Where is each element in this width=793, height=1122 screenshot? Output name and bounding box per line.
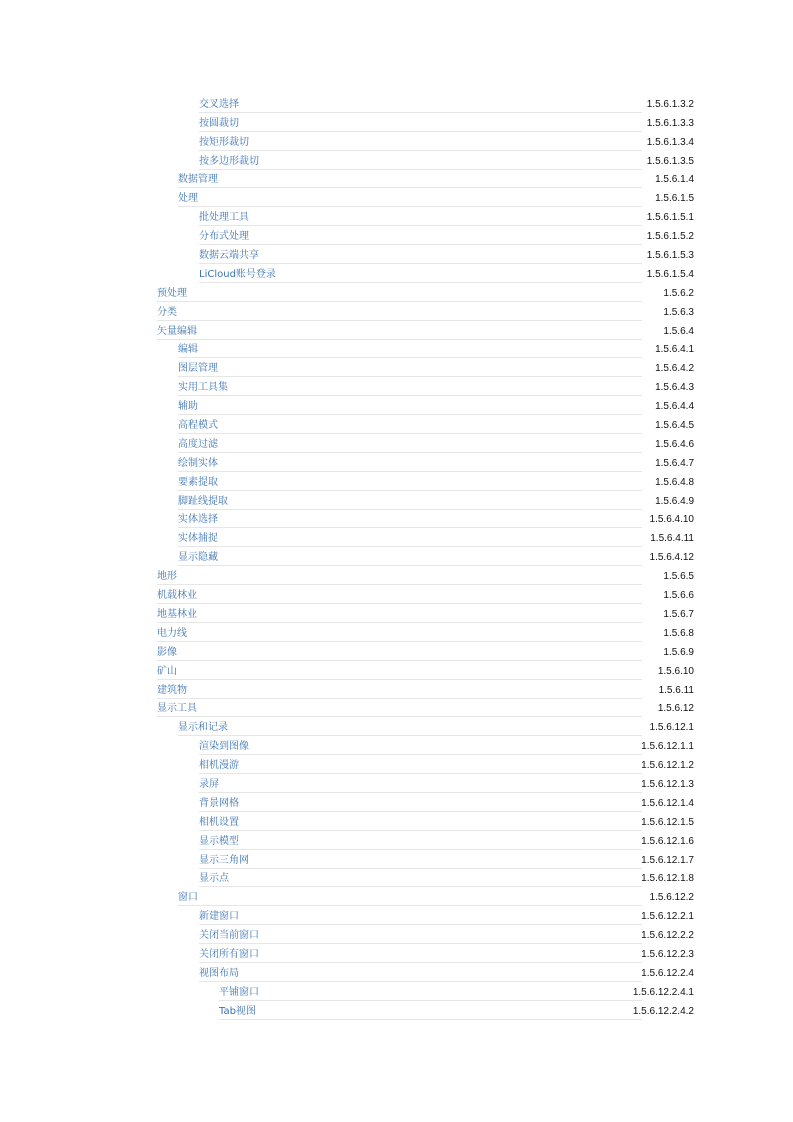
toc-entry-link[interactable]: 交叉选择	[199, 98, 239, 110]
toc-entry-number: 1.5.6.12.1.1	[641, 741, 694, 753]
toc-entry-number: 1.5.6.1.3.5	[646, 155, 694, 167]
toc-entry[interactable]	[157, 321, 694, 340]
toc-entry-link[interactable]: 要素提取	[178, 476, 218, 488]
toc-entry-link[interactable]: 数据管理	[178, 174, 218, 186]
toc-entry-link[interactable]: 预处理	[157, 287, 187, 299]
toc-entry-number: 1.5.6.1.5.4	[646, 268, 694, 280]
toc-entry[interactable]	[157, 755, 694, 774]
toc-entry[interactable]	[157, 566, 694, 585]
toc-entry-link[interactable]: 建筑物	[157, 684, 187, 696]
toc-entry[interactable]	[157, 774, 694, 793]
toc-entry-number: 1.5.6.12.2.2	[641, 930, 694, 942]
toc-entry-link[interactable]: Tab视图	[219, 1005, 256, 1017]
toc-entry-link[interactable]: 矿山	[157, 665, 177, 677]
toc-entry[interactable]	[157, 151, 694, 170]
toc-entry-number: 1.5.6.4.5	[655, 420, 694, 432]
toc-entry[interactable]	[157, 491, 694, 510]
toc-entry-number: 1.5.6.12.2	[649, 892, 694, 904]
toc-entry-link[interactable]: 背景网格	[199, 797, 239, 809]
toc-entry[interactable]	[157, 283, 694, 302]
toc-entry[interactable]	[157, 831, 694, 850]
toc-entry-link[interactable]: 窗口	[178, 892, 198, 904]
toc-entry[interactable]	[157, 302, 694, 321]
toc-entry[interactable]	[157, 358, 694, 377]
toc-entry-link[interactable]: 地基林业	[157, 608, 197, 620]
toc-entry-number: 1.5.6.1.5.1	[646, 212, 694, 224]
toc-entry-link[interactable]: 矢量编辑	[157, 325, 197, 337]
toc-entry-number: 1.5.6.12.1.4	[641, 797, 694, 809]
toc-entry-number: 1.5.6.4.12	[649, 552, 694, 564]
toc-entry[interactable]	[157, 415, 694, 434]
toc-entry-link[interactable]: 关闭当前窗口	[199, 930, 259, 942]
toc-entry[interactable]	[157, 736, 694, 755]
toc-entry[interactable]	[157, 113, 694, 132]
toc-entry[interactable]	[157, 623, 694, 642]
toc-entry-link[interactable]: 视图布局	[199, 967, 239, 979]
toc-entry-number: 1.5.6.12.1.8	[641, 873, 694, 885]
toc-entry-link[interactable]: 关闭所有窗口	[199, 948, 259, 960]
toc-entry[interactable]	[157, 1001, 694, 1020]
toc-entry-number: 1.5.6.1.5.2	[646, 231, 694, 243]
toc-entry-number: 1.5.6.1.3.3	[646, 117, 694, 129]
toc-entry-link[interactable]: 分类	[157, 306, 177, 318]
toc-entry-number: 1.5.6.12.1	[649, 722, 694, 734]
toc-entry[interactable]	[157, 396, 694, 415]
toc-entry-link[interactable]: 录屏	[199, 778, 219, 790]
toc-entry-rule	[219, 1019, 642, 1020]
toc-entry-number: 1.5.6.4.1	[655, 344, 694, 356]
toc-entry-number: 1.5.6.12.1.7	[641, 854, 694, 866]
toc-entry-number: 1.5.6.3	[663, 306, 694, 318]
toc-entry-link[interactable]: 高度过滤	[178, 438, 218, 450]
toc-entry[interactable]	[157, 340, 694, 359]
toc-entry[interactable]	[157, 472, 694, 491]
toc-entry-number: 1.5.6.12.2.4	[641, 967, 694, 979]
toc-entry[interactable]	[157, 264, 694, 283]
toc-entry[interactable]	[157, 528, 694, 547]
toc-entry-number: 1.5.6.4.7	[655, 457, 694, 469]
toc-entry[interactable]	[157, 699, 694, 718]
toc-entry[interactable]	[157, 793, 694, 812]
toc-entry-number: 1.5.6.1.3.2	[646, 98, 694, 110]
toc-entry[interactable]	[157, 453, 694, 472]
toc-entry[interactable]	[157, 226, 694, 245]
toc-entry[interactable]	[157, 207, 694, 226]
toc-entry-number: 1.5.6.4.3	[655, 382, 694, 394]
toc-entry[interactable]	[157, 642, 694, 661]
toc-entry[interactable]	[157, 547, 694, 566]
toc-entry-number: 1.5.6.12.1.3	[641, 778, 694, 790]
toc-entry-number: 1.5.6.7	[663, 608, 694, 620]
toc-entry-number: 1.5.6.4.4	[655, 401, 694, 413]
toc-entry-number: 1.5.6.4.11	[650, 533, 694, 545]
toc-entry-number: 1.5.6.1.3.4	[646, 136, 694, 148]
toc-entry-link[interactable]: 平铺窗口	[219, 986, 259, 998]
toc-entry[interactable]	[157, 963, 694, 982]
toc-entry-link[interactable]: 实体选择	[178, 514, 218, 526]
toc-entry[interactable]	[157, 869, 694, 888]
toc-entry[interactable]	[157, 585, 694, 604]
toc-entry[interactable]	[157, 188, 694, 207]
toc-entry[interactable]	[157, 906, 694, 925]
toc-entry-number: 1.5.6.12.1.2	[641, 760, 694, 772]
toc-entry-link[interactable]: 数据云端共享	[199, 250, 259, 262]
toc-entry-number: 1.5.6.2	[663, 287, 694, 299]
toc-entry-number: 1.5.6.4.6	[655, 438, 694, 450]
toc-entry-link[interactable]: 批处理工具	[199, 212, 249, 224]
toc-entry[interactable]	[157, 887, 694, 906]
toc-entry-link[interactable]: 实用工具集	[178, 382, 228, 394]
toc-entry[interactable]	[157, 434, 694, 453]
toc-entry[interactable]	[157, 680, 694, 699]
toc-entry-number: 1.5.6.12.1.6	[641, 835, 694, 847]
toc-entry-number: 1.5.6.12.2.3	[641, 948, 694, 960]
toc-entry-link[interactable]: 绘制实体	[178, 457, 218, 469]
toc-entry-number: 1.5.6.12.2.1	[641, 911, 694, 923]
toc-entry-number: 1.5.6.8	[663, 627, 694, 639]
toc-entry[interactable]	[157, 604, 694, 623]
toc-entry-link[interactable]: 地形	[157, 571, 177, 583]
toc-entry[interactable]	[157, 982, 694, 1001]
toc-entry-link[interactable]: 按圆裁切	[199, 117, 239, 129]
toc-entry-link[interactable]: LiCloud账号登录	[199, 268, 276, 280]
table-of-contents	[157, 94, 694, 1020]
toc-entry-link[interactable]: 显示和记录	[178, 722, 228, 734]
toc-entry-link[interactable]: 辅助	[178, 401, 198, 413]
toc-entry-link[interactable]: 处理	[178, 193, 198, 205]
toc-entry[interactable]	[157, 377, 694, 396]
toc-entry-link[interactable]: 机载林业	[157, 590, 197, 602]
toc-entry-link[interactable]: 显示工具	[157, 703, 197, 715]
toc-entry-link[interactable]: 显示模型	[199, 835, 239, 847]
toc-entry[interactable]	[157, 925, 694, 944]
toc-entry-number: 1.5.6.1.5.3	[646, 250, 694, 262]
toc-entry-number: 1.5.6.4.10	[649, 514, 694, 526]
toc-entry-link[interactable]: 按矩形裁切	[199, 136, 249, 148]
toc-entry-link[interactable]: 脚趾线提取	[178, 495, 228, 507]
toc-entry-link[interactable]: 新建窗口	[199, 911, 239, 923]
toc-entry-link[interactable]: 按多边形裁切	[199, 155, 259, 167]
toc-entry-link[interactable]: 分布式处理	[199, 231, 249, 243]
toc-entry-number: 1.5.6.1.4	[655, 174, 694, 186]
toc-entry-link[interactable]: 渲染到图像	[199, 741, 249, 753]
toc-entry-link[interactable]: 显示三角网	[199, 854, 249, 866]
toc-entry-link[interactable]: 显示点	[199, 873, 229, 885]
toc-entry-number: 1.5.6.12.2.4.2	[632, 1005, 694, 1017]
toc-entry-number: 1.5.6.4.9	[655, 495, 694, 507]
toc-entry-link[interactable]: 相机设置	[199, 816, 239, 828]
toc-entry-number: 1.5.6.6	[663, 590, 694, 602]
toc-entry-number: 1.5.6.10	[657, 665, 694, 677]
toc-entry-number: 1.5.6.11	[658, 684, 694, 696]
toc-entry-link[interactable]: 显示隐藏	[178, 552, 218, 564]
toc-entry-number: 1.5.6.4	[663, 325, 694, 337]
toc-entry-number: 1.5.6.1.5	[655, 193, 694, 205]
toc-entry[interactable]	[157, 510, 694, 529]
toc-entry-link[interactable]: 图层管理	[178, 363, 218, 375]
toc-entry-number: 1.5.6.12	[657, 703, 694, 715]
toc-entry[interactable]	[157, 170, 694, 189]
toc-entry[interactable]	[157, 661, 694, 680]
toc-entry-link[interactable]: 相机漫游	[199, 760, 239, 772]
toc-entry-link[interactable]: 实体捕捉	[178, 533, 218, 545]
toc-entry[interactable]	[157, 944, 694, 963]
toc-entry[interactable]	[157, 717, 694, 736]
toc-entry-number: 1.5.6.4.8	[655, 476, 694, 488]
toc-entry-number: 1.5.6.5	[663, 571, 694, 583]
toc-entry-link[interactable]: 电力线	[157, 627, 187, 639]
toc-entry[interactable]	[157, 132, 694, 151]
toc-entry-link[interactable]: 影像	[157, 646, 177, 658]
toc-entry[interactable]	[157, 812, 694, 831]
toc-entry-link[interactable]: 高程模式	[178, 420, 218, 432]
toc-entry-number: 1.5.6.4.2	[655, 363, 694, 375]
toc-entry-number: 1.5.6.12.1.5	[641, 816, 694, 828]
toc-entry-number: 1.5.6.12.2.4.1	[632, 986, 694, 998]
toc-entry-link[interactable]: 编辑	[178, 344, 198, 356]
toc-entry[interactable]	[157, 850, 694, 869]
toc-entry[interactable]	[157, 245, 694, 264]
toc-entry-number: 1.5.6.9	[663, 646, 694, 658]
toc-entry[interactable]	[157, 94, 694, 113]
